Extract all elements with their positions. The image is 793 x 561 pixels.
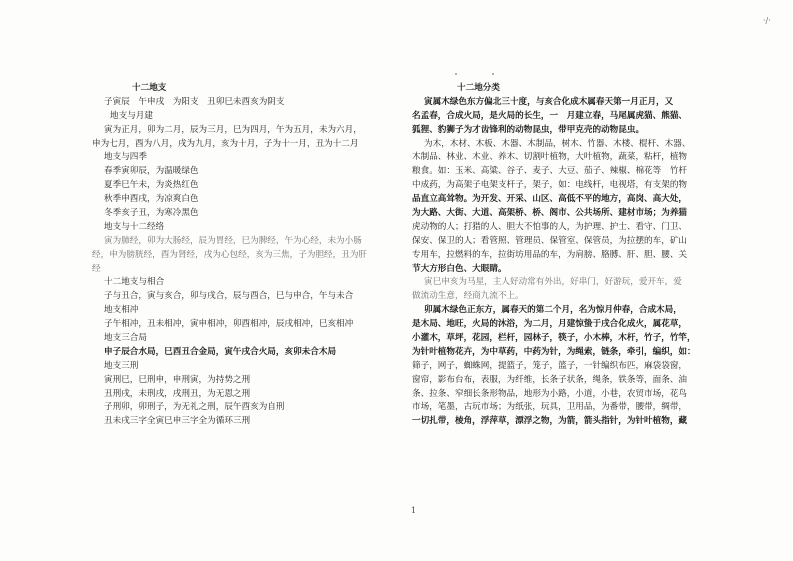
text-line: 寅为正月，卯为二月，辰为三月，巳为四月，午为五月，未为六月， bbox=[104, 124, 362, 135]
left-column bbox=[92, 82, 392, 429]
text-line: 经，申为膀胱经，酉为肾经，戌为心包经，亥为三焦，子为胆经，丑为肝 bbox=[92, 249, 368, 260]
text-line: 为木，木材、木板、木器、木制品，树木、竹器、木楼、棍杆、木器、 bbox=[424, 138, 691, 149]
text-line: 夏季巳午未，为炎热红色 bbox=[104, 180, 199, 191]
right-column bbox=[412, 82, 777, 429]
text-line: 条、拉条、窄细长条形物品，地形为小路，小道，小巷，农贸市场，花鸟 bbox=[412, 388, 688, 399]
text-line: 申为七月，酉为八月，戌为九月，亥为十月，子为十一月，丑为十二月 bbox=[92, 138, 359, 149]
text-line: 节大方形白色、大眼睛。 bbox=[412, 263, 507, 274]
text-line: 寅为肺经，卯为大肠经，辰为胃经，巳为脾经，午为心经，未为小肠 bbox=[104, 235, 362, 246]
text-line: 寅巳申亥为马星，主人好动常有外出，好串门，好游玩，爱开车，爱 bbox=[424, 277, 682, 288]
text-line: 为针叶植物花卉，为中草药，中药为针，为绳索，链条，牵引，编织，如： bbox=[412, 346, 696, 357]
text-line: 一切扎带，棱角，浮萍草，漂浮之物，为箭，箭头指针，为针叶植物，藏 bbox=[412, 416, 688, 427]
section-heading: 地支相冲 bbox=[104, 305, 139, 316]
text-line: 为大路、大街、大道、高架桥、桥、阁市、公共场所、建材市场；为养猫 bbox=[412, 208, 688, 219]
text-line: 子与丑合，寅与亥合，卯与戌合，辰与酉合，巳与申合，午与未合 bbox=[104, 291, 354, 302]
page-number: 1 bbox=[411, 506, 417, 515]
text-line: 小灌木，草坪，花园，栏杆，园林子，筷子，小木棒，木杆，竹子，竹竿， bbox=[412, 333, 696, 344]
text-line: 丑未戌三字全寅巳申三字全为循环三刑 bbox=[104, 416, 251, 427]
text-line: 保安、保卫的人；看管照、管理员、保管室、保管员，为拉摆的车，矿山 bbox=[412, 235, 688, 246]
left-title: 十二地支 bbox=[132, 83, 167, 93]
text-line: 丑刑戌，未刑戌，戌刑丑，为无恩之刑 bbox=[104, 388, 251, 399]
text-line: 卯属木绿色正东方，属春天的第二个月，名为惊月仲春，合成木局， bbox=[424, 305, 682, 316]
corner-scan-mark: ·/· bbox=[763, 16, 771, 25]
section-heading: 地支与十二经络 bbox=[104, 221, 165, 232]
text-line: 粮食。如：玉米、高粱、谷子、麦子、大豆、茄子、辣椒、棉花等 竹杆 bbox=[412, 166, 688, 177]
text-line: 寅刑巳，巳刑申，申刑寅，为持势之刑 bbox=[104, 374, 251, 385]
text-line: 筛子，网子，蜘蛛网，提篮子，笼子，篮子，一针编织布匹，麻袋袋窗， bbox=[412, 360, 688, 371]
text-line: 窗帘，影布台布，表服，为纤维，长条子状条，绳条，铁条等，面条、油 bbox=[412, 374, 688, 385]
text-line: 经 bbox=[92, 263, 101, 274]
text-line: 中成药，为高架子电架支杆子，架子，如：电线杆，电视塔，有支架的物 bbox=[412, 180, 688, 191]
text-line: 申子辰合水局，巳酉丑合金局，寅午戌合火局，亥卯未合木局 bbox=[104, 346, 337, 357]
section-heading: 十二地支与相合 bbox=[104, 277, 165, 288]
scan-speck bbox=[492, 73, 494, 75]
text-line: 春季寅卯辰，为温暖绿色 bbox=[104, 166, 199, 177]
section-heading: 地支与月建 bbox=[110, 110, 153, 121]
section-heading: 地支三刑 bbox=[104, 360, 139, 371]
text-line: 是木局、地旺，火局的沐浴，为二月，月建惊蛰于戌合化成火，属花草， bbox=[412, 319, 688, 330]
text-line: 品直立高耸物。为开发、开采、山区、高低不平的地方，高岗、高大处， bbox=[412, 194, 688, 205]
section-heading: 地支与四季 bbox=[104, 152, 147, 163]
text-line: 市场，笔墨，古玩市场；为纸张，玩具，卫用品，为番带，腰带，绸带， bbox=[412, 402, 688, 413]
text-line: 专用车，拉燃料的车，拉街坊用品的车，为肩膀、胳膊、肝、胆、腰、关 bbox=[412, 249, 688, 260]
text-line: 寅属木绿色东方偏北三十度，与亥合化成木属春天第一月正月，又 bbox=[424, 96, 674, 107]
text-line: 名孟春，合成火局，是火局的长生，一 月建立春，马尾属虎猫、熊猫、 bbox=[412, 110, 688, 121]
text-line: 冬季亥子丑，为寒冷黑色 bbox=[104, 208, 199, 219]
text-line: 木制品、林业、木业、养木、切割叶植物，大叶植物，蔬菜，粘杆，植物 bbox=[412, 152, 688, 163]
right-title: 十二地分类 bbox=[457, 83, 500, 93]
scan-speck bbox=[455, 73, 457, 75]
text-line: 子寅辰 午申戌 为阳支 丑卯巳未酉亥为阴支 bbox=[104, 96, 285, 107]
text-line: 做流动生意，经商九流不上。 bbox=[412, 291, 524, 302]
text-line: 子刑卯，卯刑子，为无礼之刑，辰午酉亥为自刑 bbox=[104, 402, 285, 413]
section-heading: 地支三合局 bbox=[104, 333, 147, 344]
text-line: 子午相冲，丑未相冲，寅申相冲，卯酉相冲，辰戌相冲，巳亥相冲 bbox=[104, 319, 354, 330]
text-line: 秋季申酉戌，为凉爽白色 bbox=[104, 194, 199, 205]
text-line: 虎动物的人；打猎的人、胆大不怕事的人，为护理、护士、看守、门卫、 bbox=[412, 221, 688, 232]
text-line: 狐狸、豹狮子为才齿锋利的动物昆虫，带甲克壳的动物昆虫。 bbox=[412, 124, 645, 135]
